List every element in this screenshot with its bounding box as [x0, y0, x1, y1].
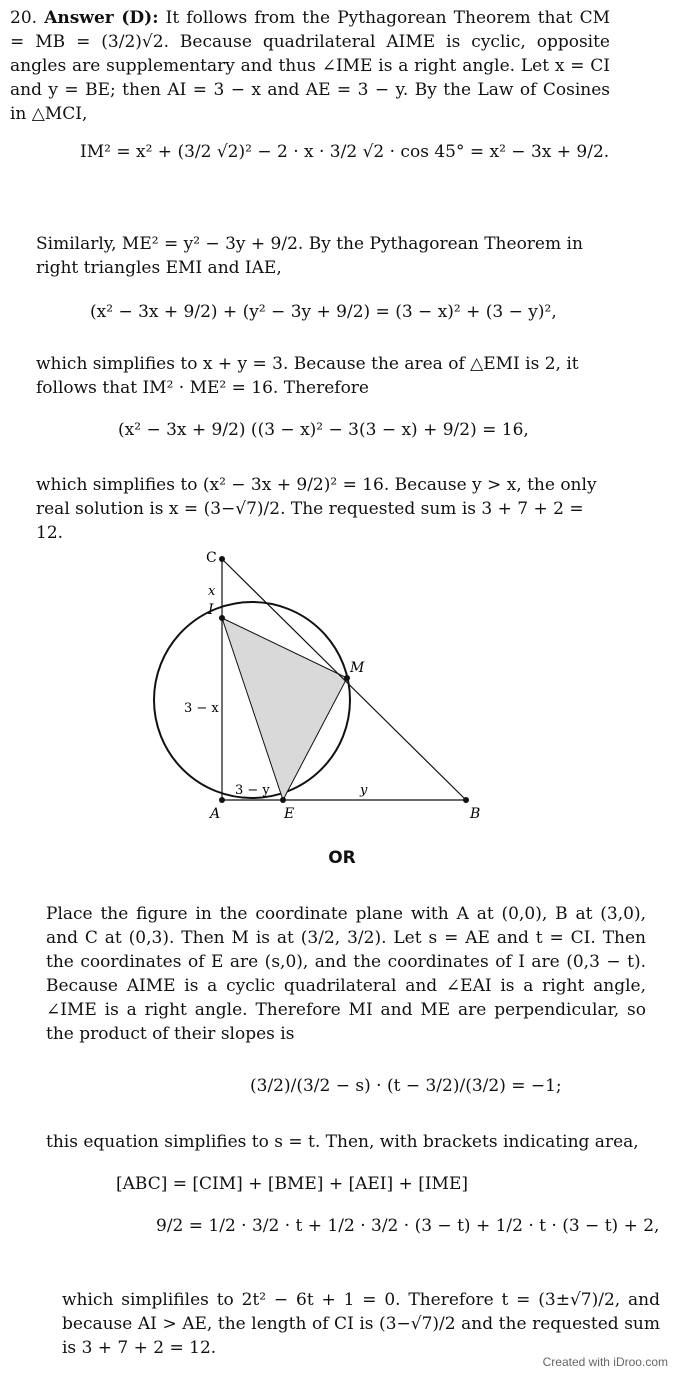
equation-2: (x² − 3x + 9/2) + (y² − 3y + 9/2) = (3 − x)² + (3 − y)², — [90, 302, 557, 322]
label-m: M — [350, 660, 365, 676]
solution2-paragraph-1: Place the figure in the coordinate plane with A at (0,0), B at (3,0), and C at (0,3). Then M is at (3/2, 3/2). Let s = AE and t = CI. Then the coordinates of E are (s,0), and the coordinates of I are (0,3 − t). Because AIME is a cyclic quadrilateral and ∠EAI is a right angle, ∠IME is a right angle. Therefore MI and ME are perpendicular, so the product of their slopes is — [46, 904, 646, 1044]
solution2-paragraph-2: this equation simplifies to s = t. Then, with brackets indicating area, — [46, 1132, 639, 1152]
label-3-minus-x: 3 − x — [184, 701, 219, 716]
triangle-ime — [222, 618, 347, 800]
point-b — [463, 797, 469, 803]
solution2-equation-2a: [ABC] = [CIM] + [BME] + [AEI] + [IME] — [116, 1174, 468, 1194]
solution2-paragraph-3: which simplifiles to 2t² − 6t + 1 = 0. Therefore t = (3±√7)/2, and because AI > AE, the length of CI is (3−√7)/2 and the requested sum is 3 + 7 + 2 = 12. — [62, 1290, 660, 1358]
answer-label: Answer (D): — [44, 8, 159, 28]
equation-3: (x² − 3x + 9/2) ((3 − x)² − 3(3 − x) + 9/2) = 16, — [118, 420, 529, 440]
problem-number: 20. — [10, 8, 38, 28]
label-c: C — [206, 550, 217, 566]
point-c — [219, 556, 225, 562]
geometry-figure — [0, 540, 684, 840]
problem-paragraph-1 — [10, 6, 610, 126]
point-i — [219, 615, 225, 621]
label-b: B — [470, 806, 481, 822]
paragraph-4: which simplifies to (x² − 3x + 9/2)² = 16. Because y > x, the only real solution is x = (3−√7)/2. The requested sum is 3 + 7 + 2 = 12. — [36, 475, 597, 543]
watermark: Created with iDroo.com — [542, 1355, 668, 1369]
label-a: A — [210, 806, 221, 822]
solution2-equation-1: (3/2)/(3/2 − s) · (t − 3/2)/(3/2) = −1; — [250, 1076, 562, 1096]
point-a — [219, 797, 225, 803]
or-divider: OR — [328, 848, 356, 868]
paragraph-2: Similarly, ME² = y² − 3y + 9/2. By the Pythagorean Theorem in right triangles EMI and IAE, — [36, 234, 583, 278]
point-e — [280, 797, 286, 803]
label-i: I — [208, 602, 214, 618]
label-e: E — [284, 806, 295, 822]
label-3-minus-y: 3 − y — [235, 783, 270, 798]
label-y: y — [360, 783, 368, 798]
paragraph-1-text: It follows from the Pythagorean Theorem that CM = MB = (3/2)√2. Because quadrilateral AIME is cyclic, opposite angles are supplementary and thus ∠IME is a right angle. Let x = CI and y = BE; then AI = 3 − x and AE = 3 − y. By the Law of Cosines in △MCI, — [10, 8, 611, 124]
label-x: x — [208, 584, 216, 599]
paragraph-3: which simplifies to x + y = 3. Because the area of △EMI is 2, it follows that IM² · ME² = 16. Therefore — [36, 354, 579, 398]
equation-1: IM² = x² + (3/2 √2)² − 2 · x · 3/2 √2 · cos 45° = x² − 3x + 9/2. — [80, 142, 610, 162]
solution2-equation-2b: 9/2 = 1/2 · 3/2 · t + 1/2 · 3/2 · (3 − t) + 1/2 · t · (3 − t) + 2, — [156, 1216, 660, 1236]
